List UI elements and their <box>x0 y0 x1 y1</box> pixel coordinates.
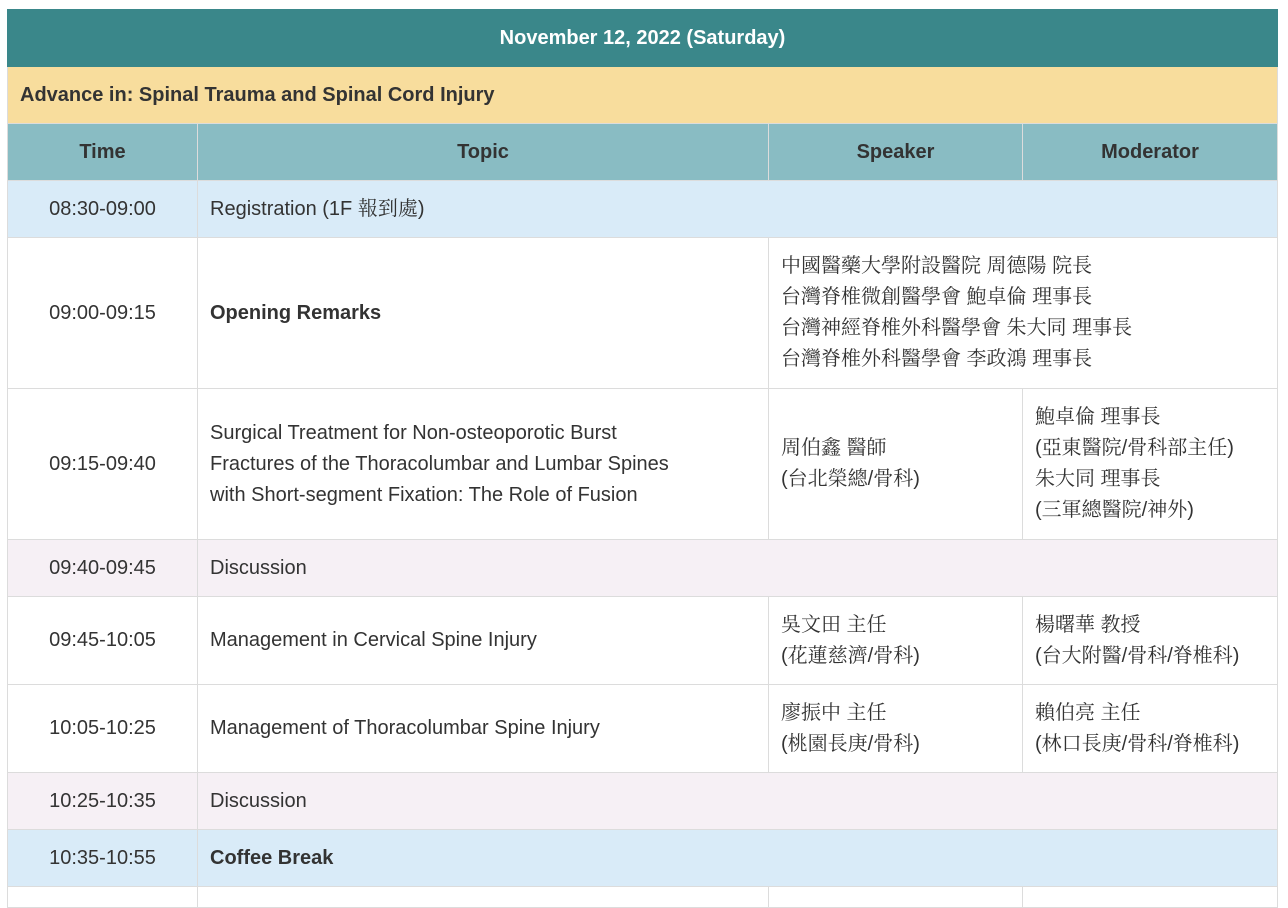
speaker-line: 中國醫藥大學附設醫院 周德陽 院長 <box>781 255 1093 277</box>
column-header-row <box>8 124 1278 181</box>
topic-cell <box>198 389 769 540</box>
table-row <box>8 773 1278 830</box>
topic-line: Surgical Treatment for Non-osteoporotic Burst <box>210 421 617 444</box>
moderator-cell <box>1023 685 1278 773</box>
moderator-name: 鮑卓倫 理事長 <box>1035 406 1161 428</box>
topic-cell: Opening Remarks <box>198 238 769 389</box>
moderator-cell <box>1023 389 1278 540</box>
table-row <box>8 238 1278 389</box>
column-header-speaker: Speaker <box>769 124 1023 181</box>
moderator-affiliation: (林口長庚/骨科/脊椎科) <box>1035 732 1240 755</box>
schedule <box>7 9 1277 908</box>
speaker-cell <box>769 887 1023 908</box>
moderator-cell <box>1023 887 1278 908</box>
speaker-line: 台灣神經脊椎外科醫學會 朱大同 理事長 <box>781 317 1133 339</box>
session-title-row <box>8 67 1278 124</box>
topic-cell: Management of Thoracolumbar Spine Injury <box>198 685 769 773</box>
time-cell: 10:25-10:35 <box>8 773 198 830</box>
time-cell: 09:45-10:05 <box>8 597 198 685</box>
date-header-row <box>8 10 1278 67</box>
topic-cell: Discussion <box>198 773 1278 830</box>
table-row <box>8 887 1278 908</box>
column-header-topic: Topic <box>198 124 769 181</box>
speaker-affiliation: (台北榮總/骨科) <box>781 468 920 490</box>
time-cell: 09:40-09:45 <box>8 540 198 597</box>
time-cell: 09:00-09:15 <box>8 238 198 389</box>
speaker-cell <box>769 597 1023 685</box>
moderator-affiliation: (亞東醫院/骨科部主任) <box>1035 437 1234 459</box>
moderator-affiliation: (台大附醫/骨科/脊椎科) <box>1035 644 1240 667</box>
topic-cell: Discussion <box>198 540 1278 597</box>
table-row <box>8 830 1278 887</box>
time-cell <box>8 887 198 908</box>
moderator-name: 賴伯亮 主任 <box>1035 701 1141 724</box>
session-title: Advance in: Spinal Trauma and Spinal Cord Injury <box>8 67 1278 124</box>
topic-line: with Short-segment Fixation: The Role of Fusion <box>210 483 638 506</box>
time-cell: 10:05-10:25 <box>8 685 198 773</box>
speaker-line: 台灣脊椎外科醫學會 李政鴻 理事長 <box>781 348 1093 370</box>
column-header-moderator: Moderator <box>1023 124 1278 181</box>
speaker-affiliation: (花蓮慈濟/骨科) <box>781 644 920 667</box>
speaker-cell <box>769 238 1278 389</box>
speaker-line: 台灣脊椎微創醫學會 鮑卓倫 理事長 <box>781 286 1093 308</box>
speaker-cell <box>769 389 1023 540</box>
date-header: November 12, 2022 (Saturday) <box>8 10 1278 67</box>
topic-cell: Management in Cervical Spine Injury <box>198 597 769 685</box>
schedule-table <box>7 9 1278 908</box>
moderator-affiliation: (三軍總醫院/神外) <box>1035 499 1194 521</box>
speaker-cell <box>769 685 1023 773</box>
table-row <box>8 540 1278 597</box>
moderator-name: 朱大同 理事長 <box>1035 468 1161 490</box>
time-cell: 09:15-09:40 <box>8 389 198 540</box>
time-cell: 10:35-10:55 <box>8 830 198 887</box>
speaker-affiliation: (桃園長庚/骨科) <box>781 732 920 755</box>
table-row <box>8 597 1278 685</box>
topic-cell: Coffee Break <box>198 830 1278 887</box>
moderator-name: 楊曙華 教授 <box>1035 613 1141 636</box>
topic-cell <box>198 887 769 908</box>
moderator-cell <box>1023 597 1278 685</box>
speaker-name: 廖振中 主任 <box>781 701 887 724</box>
table-row <box>8 389 1278 540</box>
speaker-name: 吳文田 主任 <box>781 613 887 636</box>
table-row <box>8 685 1278 773</box>
column-header-time: Time <box>8 124 198 181</box>
table-row <box>8 181 1278 238</box>
topic-cell: Registration (1F 報到處) <box>198 181 1278 238</box>
topic-line: Fractures of the Thoracolumbar and Lumbar Spines <box>210 452 669 475</box>
speaker-name: 周伯鑫 醫師 <box>781 437 887 459</box>
time-cell: 08:30-09:00 <box>8 181 198 238</box>
